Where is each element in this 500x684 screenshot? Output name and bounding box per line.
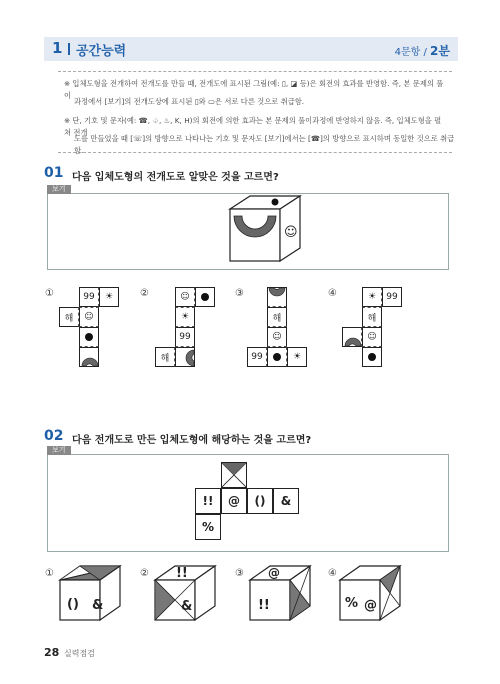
- option-4[interactable]: ④: [328, 568, 337, 579]
- net-cell: 해: [59, 307, 79, 327]
- question-text: 다음 전개도로 만든 입체도형에 해당하는 것을 고르면?: [72, 435, 312, 446]
- triangle-icon: [222, 463, 246, 487]
- net-cell: 해: [267, 307, 287, 327]
- option-1[interactable]: ①: [45, 568, 54, 579]
- section-title: 공간능력: [76, 44, 127, 59]
- net-cell: 99: [382, 287, 402, 307]
- net-cell: [267, 347, 287, 367]
- example-cube: [48, 194, 448, 269]
- note-line: ※ 단, 기호 및 문자(예: ☎, ♤, ♨, K, H)의 회전에 의한 효과는 본 문제의 풀이과정에 반영하지 않음. 즉, 입체도형을 펼쳐 전개: [64, 116, 442, 137]
- net-cell: 해: [362, 307, 382, 327]
- net-cell: %: [195, 514, 221, 540]
- net-cell: ☀: [362, 287, 382, 307]
- dot-icon: [201, 293, 209, 301]
- net-cell: [362, 347, 382, 367]
- note-line: 과정에서 [보기]의 전개도상에 표시된 ▯와 ▭은 서로 다른 것으로 취급함.: [74, 97, 305, 106]
- net-cell: ☺: [362, 327, 382, 347]
- net-cell: ☺: [175, 287, 195, 307]
- time-limit: 2분: [430, 44, 450, 58]
- net-cell: &: [273, 488, 299, 514]
- example-box: [47, 185, 449, 270]
- section-header: [44, 37, 458, 61]
- footer-label: 실력점검: [64, 649, 95, 658]
- instruction-notes: [58, 71, 455, 155]
- net-cell: ☺: [267, 327, 287, 347]
- example-tag: 보기: [47, 446, 71, 455]
- section-meta: [395, 42, 450, 59]
- net-cell: 99: [247, 347, 267, 367]
- cube-symbol: @: [268, 566, 280, 580]
- svg-text:☺: ☺: [284, 225, 298, 240]
- example-tag: 보기: [47, 185, 71, 194]
- net-cell: (): [247, 488, 273, 514]
- cube-symbol: &: [92, 598, 104, 613]
- option-3[interactable]: ③: [235, 568, 244, 579]
- arc-icon: [343, 328, 361, 346]
- cube-symbol: (): [67, 597, 79, 612]
- divider: [68, 43, 70, 55]
- net-cell: @: [221, 488, 247, 514]
- net-cell: !!: [195, 488, 221, 514]
- net-cell: 해: [155, 347, 175, 367]
- net-cell: ☀: [99, 287, 119, 307]
- option-2[interactable]: ②: [140, 568, 149, 579]
- net-cell: [267, 287, 287, 307]
- dot-icon: [85, 333, 93, 341]
- option-1[interactable]: ①: [45, 288, 54, 299]
- net-cell: 99: [175, 327, 195, 347]
- answer-cubes: [0, 560, 500, 630]
- option-4[interactable]: ④: [328, 288, 337, 299]
- arc-icon: [176, 348, 194, 366]
- net-cell: [175, 347, 195, 367]
- cube-symbol: %: [345, 596, 359, 611]
- question-number: 02: [44, 428, 64, 444]
- net-cell: [79, 347, 99, 367]
- net-cell: ☺: [79, 307, 99, 327]
- cube-symbol: &: [181, 599, 193, 614]
- net-cell: ☀: [287, 347, 307, 367]
- net-cell: 99: [79, 287, 99, 307]
- question-text: 다음 입체도형의 전개도로 알맞은 것을 고르면?: [72, 172, 279, 183]
- arc-icon: [268, 288, 286, 306]
- option-2[interactable]: ②: [140, 288, 149, 299]
- cube-symbol: !!: [258, 598, 270, 613]
- question-count: 4문항 /: [394, 47, 431, 58]
- question-number: 01: [44, 165, 64, 181]
- section-number: 1: [52, 39, 63, 57]
- net-cell: [342, 327, 362, 347]
- arc-icon: [80, 348, 98, 366]
- net-cell: [221, 462, 247, 488]
- net-cell: ☀: [175, 307, 195, 327]
- note-line: ※ 입체도형을 전개하여 전개도를 만들 때, 전개도에 표시된 그림(예: ▯, ◪ 등)은 회전의 효과를 반영함. 즉, 본 문제의 풀이: [64, 79, 444, 100]
- cube-symbol: !!: [176, 566, 188, 581]
- net-cell: [79, 327, 99, 347]
- cube-symbol: @: [364, 598, 377, 613]
- dot-icon: [368, 353, 376, 361]
- dot-icon: [273, 353, 281, 361]
- option-3[interactable]: ③: [235, 288, 244, 299]
- net-cell: [195, 287, 215, 307]
- page-number: 28: [44, 646, 60, 659]
- note-line: 도를 만들었을 때 [☏]의 방향으로 나타나는 기호 및 문자도 [보기]에서는 [☎]의 방향으로 표시하며 동일한 것으로 취급함.: [74, 134, 455, 155]
